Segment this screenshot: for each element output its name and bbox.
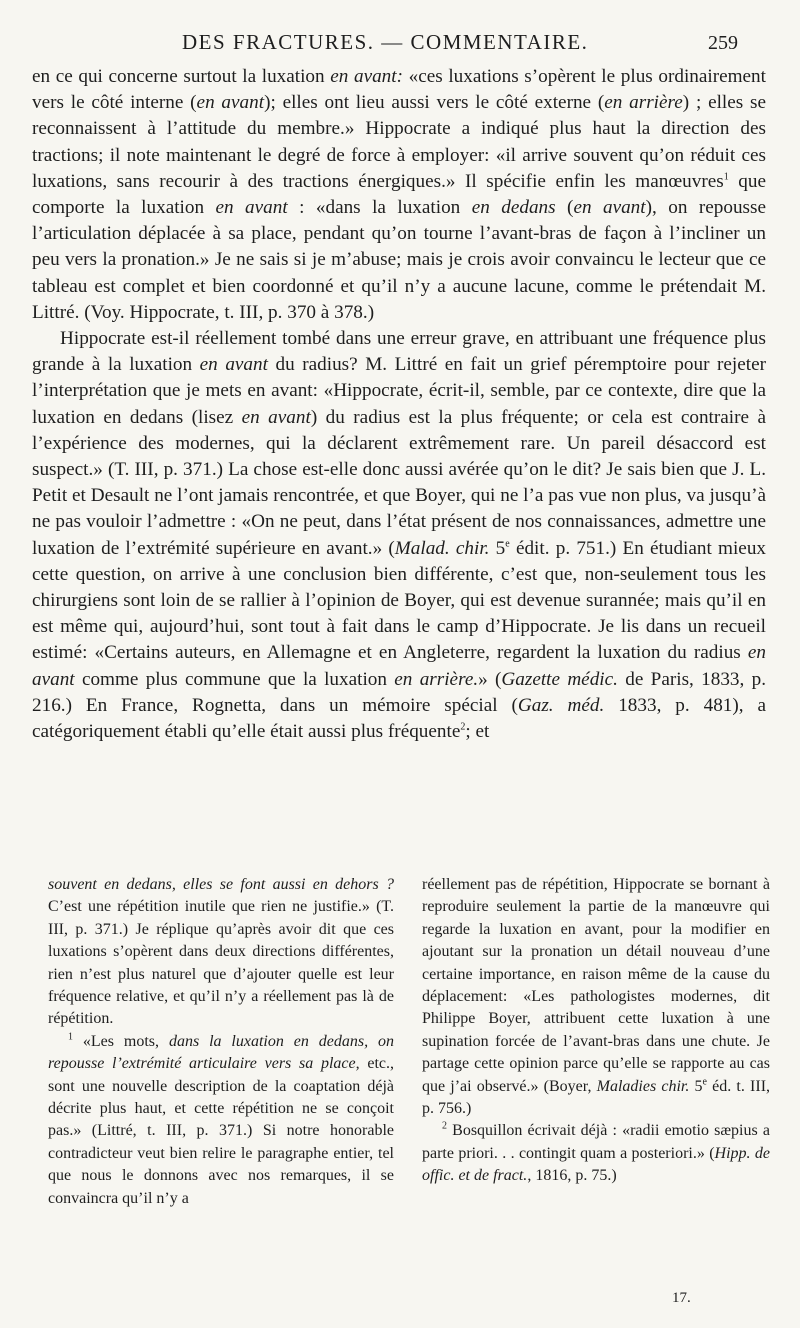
italic-run: Malad. chir. xyxy=(394,537,490,559)
text-run: : «dans la luxation xyxy=(287,197,472,219)
page-number: 259 xyxy=(708,32,738,54)
text-run: ), on repousse l’articulation déplacée à sa place, pendant qu’on tourne l’avant-bras de façon à l’incliner un peu vers la pronation.» Je ne sais si je m’abuse; mais je crois avoir convaincu le lecteur que ce tableau est complet et bien coordonné et qu’il n’y a aucune lacune, comme le prétendait M. Littré. (Voy. Hippocrate, t. III, p. 370 à 378.) xyxy=(32,197,767,323)
text-run: du radius? M. Littré en fait un grief péremptoire pour rejeter l’interprétation que je mets en avant: «Hippocrate, écrit-il, semble, par ce contexte, dire que la luxation en dedans (lisez xyxy=(32,354,767,428)
text-run: ); elles ont lieu aussi vers le côté externe ( xyxy=(264,92,605,114)
italic-run: en avant xyxy=(199,354,268,376)
text-run: édit. p. 751.) En étudiant mieux cette question, on arrive à une conclusion bien différente, c’est que, non-seulement tous les chirurgiens sont loin de se rallier à l’opinion de Boyer, qui est devenue surannée; mais qu’il en est même qui, aujourd’hui, sont tout à fait dans le camp d’Hippocrate. Je lis dans un recueil estimé: «Certains auteurs, en Allemagne et en Angleterre, regardent la luxation du radius xyxy=(32,537,767,664)
running-title: DES FRACTURES. — COMMENTAIRE. xyxy=(182,30,589,54)
text-run: ) du radius est la plus fréquente; or cela est contraire à l’expérience des modernes, qui la déclarent extrêmement rare. Un pareil désaccord est suspect.» (T. III, p. 371.) La chose est-elle donc aussi avérée qu’on le dit? Je sais bien que J. L. Petit et Desault ne l’ont jamais rencontrée, et que Boyer, qui ne l’a pas vue non plus, va jusqu’à ne pas vouloir l’admettre : «On ne peut, dans l’état présent de nos connaissances, admettre une luxation de l’extrémité supérieure en avant.» ( xyxy=(32,406,766,559)
text-run: que comporte la luxation xyxy=(32,170,766,219)
footnote-continuation xyxy=(48,874,394,1031)
text-run: comme plus commune que la luxation xyxy=(74,668,395,690)
text-run: réellement pas de répétition, Hippocrate se bornant à reproduire seulement la partie de la manœuvre qui regarde la luxation en avant, pour la modifier en ajoutant sur la pronation un détail nouveau d’une certaine importance, en raison même de la cause du déplacement: «Les pathologistes modernes, dit Philippe Boyer, attribuent cette luxation à une supination forcée de l’avant-bras dans une chute. Je partage cette opinion parce qu’elle se rapporte au cas que j’ai observé.» (Boyer, xyxy=(422,876,770,1095)
text-run: ( xyxy=(555,197,574,219)
italic-run: Hipp. de offic. et de fract. xyxy=(422,1144,771,1185)
footnote-1-continuation xyxy=(422,874,770,1120)
text-run: » ( xyxy=(478,668,502,690)
text-run: de Paris, 1833, p. 216.) En France, Rognetta, dans un mémoire spécial ( xyxy=(32,668,766,716)
italic-run: en avant xyxy=(215,197,288,219)
superscript: e xyxy=(505,538,510,550)
italic-run: Gaz. méd. xyxy=(517,694,605,716)
italic-run: en dedans xyxy=(471,197,556,219)
footnote-marker-1: 1 xyxy=(68,1031,73,1043)
italic-run: souvent en dedans, elles se font aussi en dehors ? xyxy=(48,876,394,893)
signature-mark: 17. xyxy=(672,1290,691,1306)
italic-run: en arrière xyxy=(604,92,683,114)
paragraph-1 xyxy=(32,64,766,326)
paragraph-2 xyxy=(32,326,766,745)
italic-run: en avant xyxy=(32,642,766,690)
italic-run: en avant xyxy=(196,92,265,114)
footnotes-left-column xyxy=(48,874,394,1210)
italic-run: Maladies chir. xyxy=(596,1077,690,1095)
italic-run: en arrière. xyxy=(394,668,479,690)
page-header xyxy=(0,30,800,60)
text-run: en ce qui concerne surtout la luxation xyxy=(32,66,331,87)
text-run: «Les mots, xyxy=(73,1032,169,1050)
italic-run: en avant xyxy=(241,406,311,428)
text-run: «ces luxations s’opèrent le plus ordinairement vers le côté interne ( xyxy=(32,66,766,114)
text-run: 1833, p. 481), a catégoriquement établi qu’elle était aussi plus fréquente xyxy=(32,694,767,743)
superscript: e xyxy=(702,1076,707,1088)
italic-run: en avant xyxy=(573,197,646,219)
text-run: Hippocrate est-il réellement tombé dans une erreur grave, en attribuant une fréquence plus grande à la luxation xyxy=(32,328,766,376)
text-run: , 1816, p. 75.) xyxy=(527,1167,617,1185)
italic-run: en avant: xyxy=(330,66,403,87)
footnote-marker-2: 2 xyxy=(442,1121,447,1133)
footnote-2 xyxy=(422,1120,770,1187)
text-run: C’est une répétition inutile que rien ne justifie.» (T. III, p. 371.) Je réplique qu’après avoir dit que ces luxations s’opèrent dans deux directions différentes, rien n’est plus naturel que d’ajouter quelle est leur fréquence relative, et qu’il n’y a réellement pas là de répétition. xyxy=(48,898,394,1028)
main-text xyxy=(32,64,766,745)
footnotes-right-column xyxy=(422,874,770,1188)
italic-run: Gazette médic. xyxy=(501,668,618,690)
text-run: éd. t. III, p. 756.) xyxy=(422,1077,771,1118)
text-run: etc., sont une nouvelle description de la coaptation déjà décrite plus haut, et cette répétition ne se conçoit pas.» (Littré, t. III, p. 371.) Si notre honorable contradicteur veut bien relire le paragraphe entier, tel que nous le donnons avec nos remarques, il se convaincra qu’il n’y a xyxy=(48,1055,394,1207)
text-run: Bosquillon écrivait déjà : «radii emotio sæpius a parte priori. . . contingit quam a posteriori.» ( xyxy=(422,1122,770,1162)
text-run: ) ; elles se reconnaissent à l’attitude du membre.» Hippocrate a indiqué plus haut la direction des tractions; il note maintenant le degré de force à employer: «il arrive souvent qu’on réduit ces luxations, sans recourir à des tractions énergiques.» Il spécifie enfin les manœuvres xyxy=(32,92,766,192)
footnote-ref-2: 2 xyxy=(460,721,466,733)
italic-run: dans la luxation en dedans, on repousse l’extrémité articulaire vers sa place, xyxy=(48,1032,394,1073)
footnote-ref-1: 1 xyxy=(723,171,729,183)
text-run: 5 xyxy=(689,1077,703,1095)
text-run: 5 xyxy=(489,537,506,559)
footnote-1 xyxy=(48,1031,394,1210)
text-run: ; et xyxy=(465,721,490,743)
